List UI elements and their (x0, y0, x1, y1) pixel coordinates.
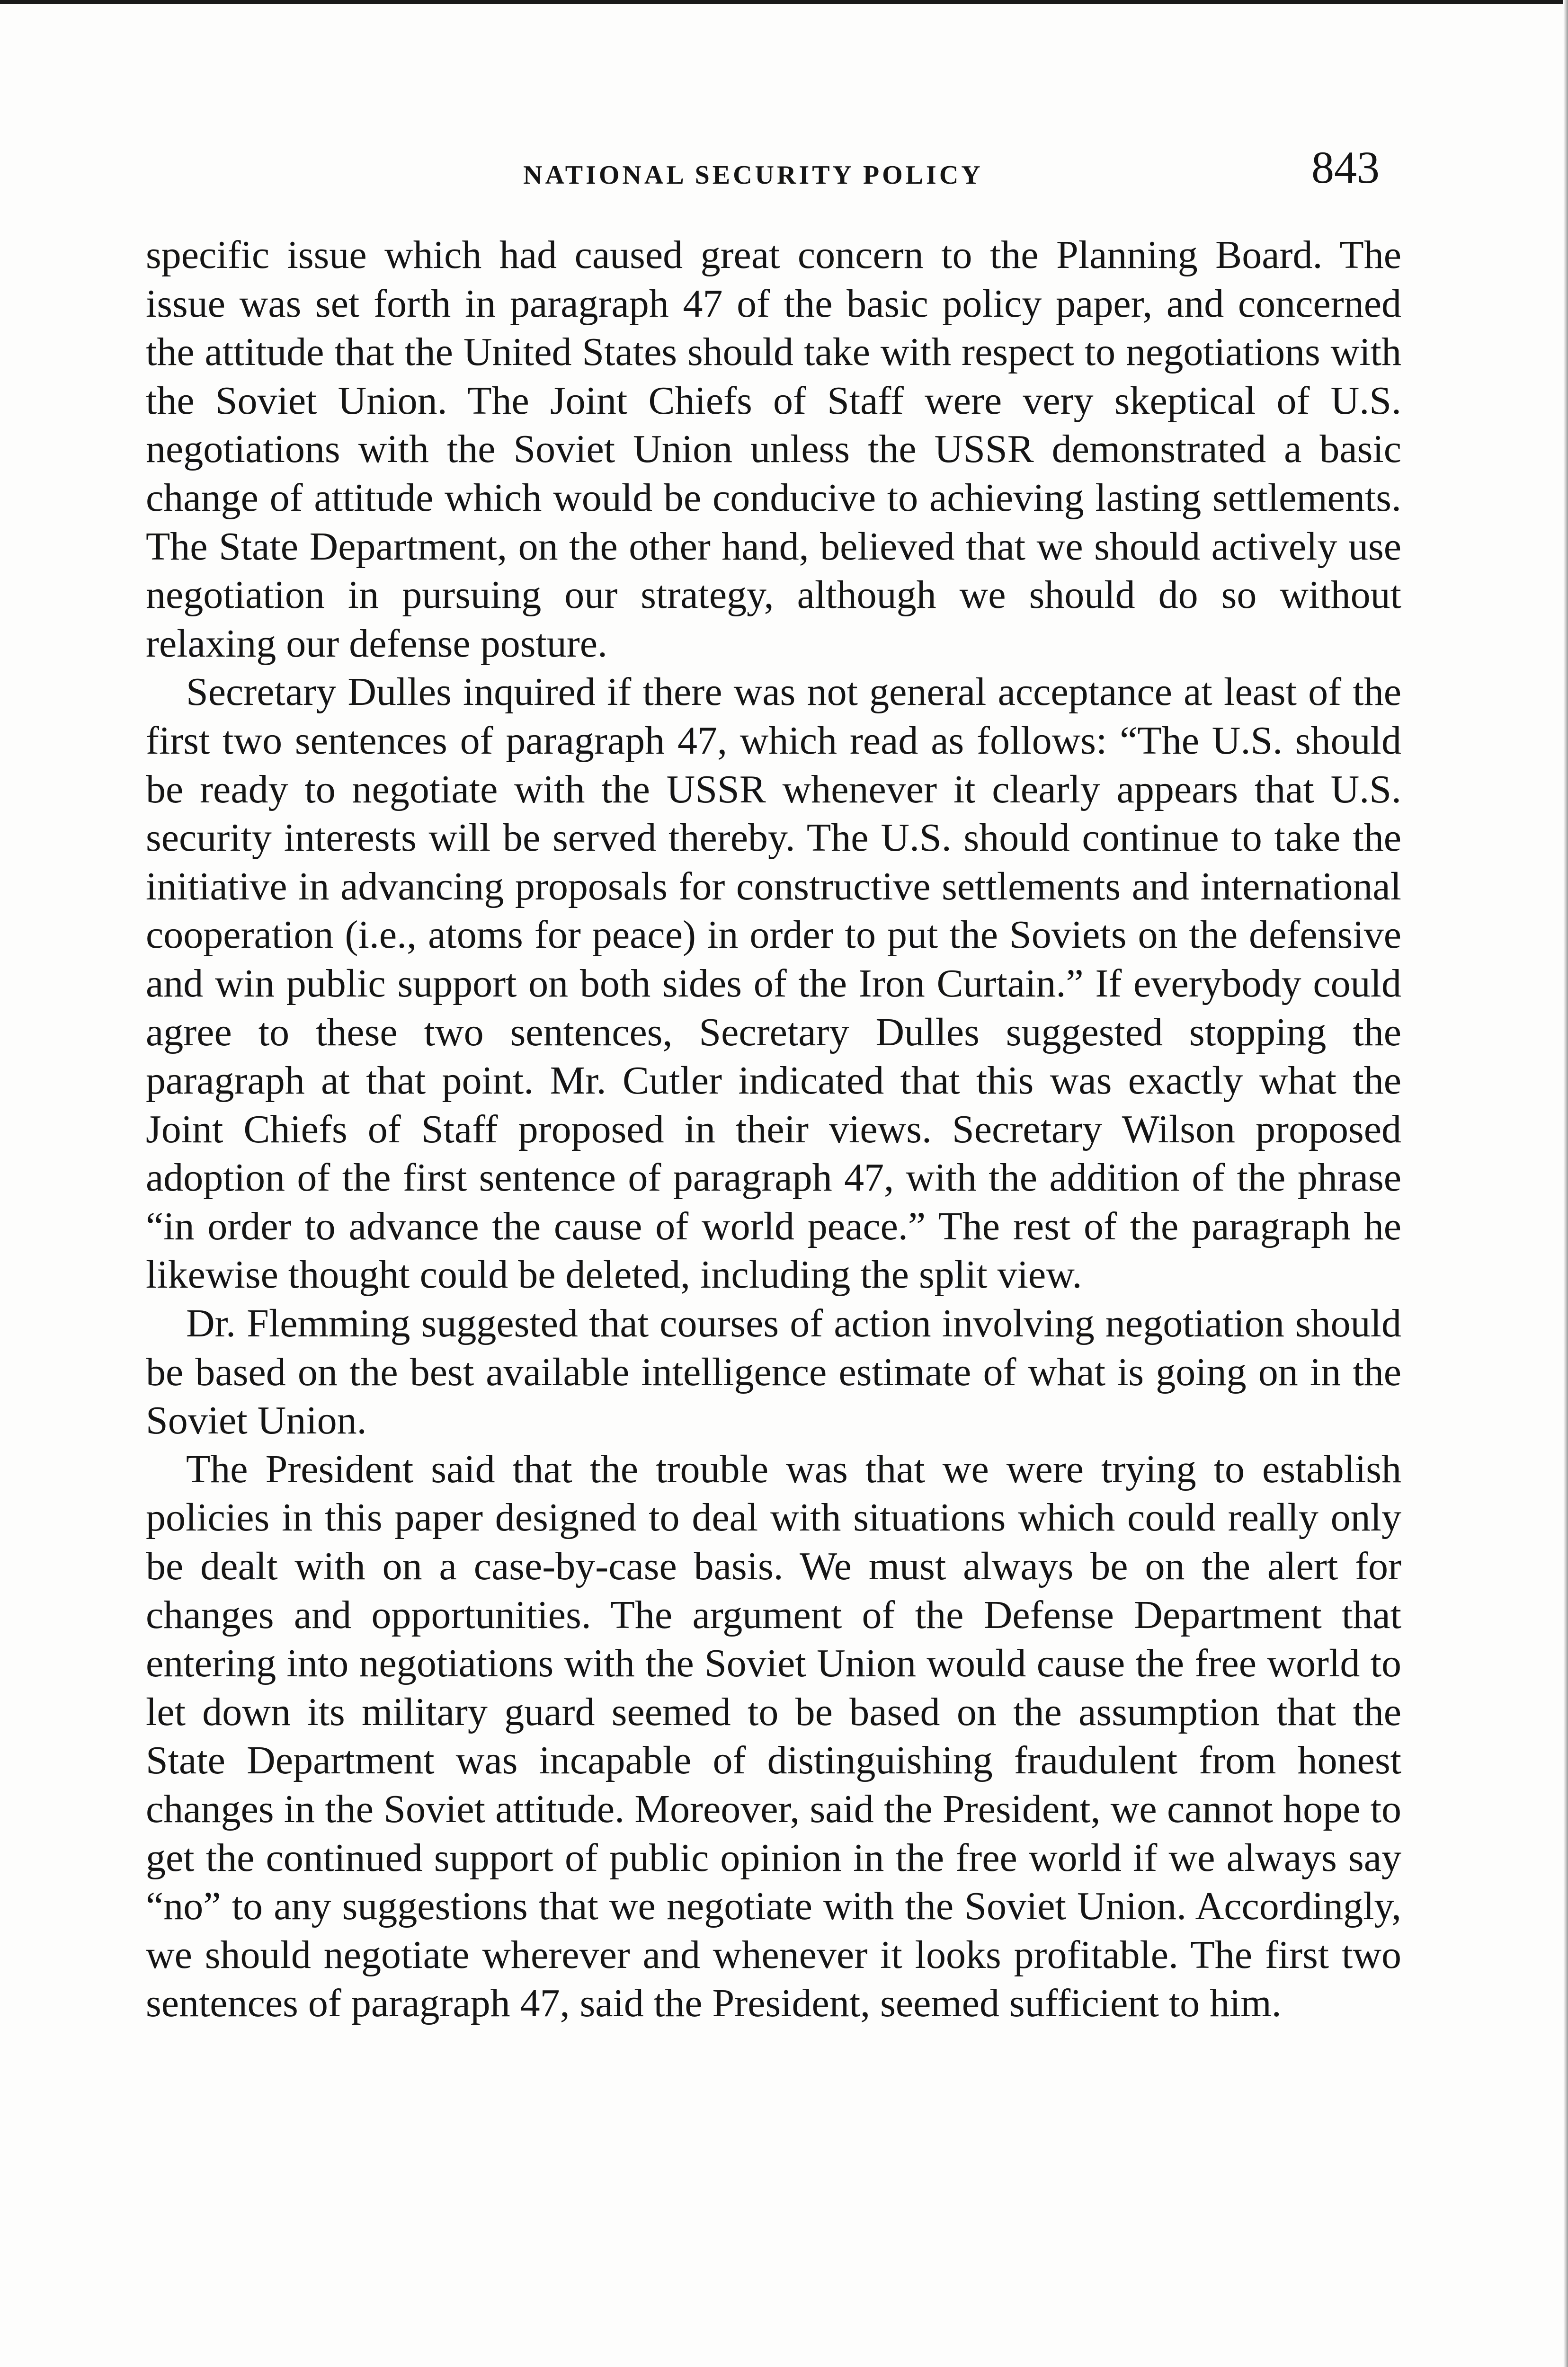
paragraph-continued: specific issue which had caused great concern to the Planning Board. The issue was set forth in paragraph 47 of the basic policy paper, and concerned the attitude that the United States should take with respect to negotiations with the Soviet Union. The Joint Chiefs of Staff were very skeptical of U.S. negotiations with the Soviet Union unless the USSR demonstrated a basic change of attitude which would be conducive to achieving lasting settlements. The State Department, on the other hand, believed that we should actively use negotiation in pursuing our strategy, although we should do so without relaxing our defense posture. (146, 233, 1401, 666)
paragraph-flemming: Dr. Flemming suggested that courses of action involving negotiation should be based on the best available intelligence estimate of what is going on in the Soviet Union. (146, 1301, 1401, 1443)
page-number: 843 (1311, 142, 1380, 193)
scan-top-edge (0, 0, 1568, 4)
paragraph-dulles: Secretary Dulles inquired if there was not general acceptance at least of the first two sentences of paragraph 47, which read as follows: “The U.S. should be ready to negotiate with the USSR whenever it clearly appears that U.S. security interests will be served thereby. The U.S. should continue to take the initiative in advancing proposals for constructive settlements and international cooperation (i.e., atoms for peace) in order to put the Soviets on the defensive and win public support on both sides of the Iron Curtain.” If everybody could agree to these two sentences, Secretary Dulles suggested stopping the paragraph at that point. Mr. Cutler indicated that this was exactly what the Joint Chiefs of Staff proposed in their views. Secretary Wilson proposed adoption of the first sentence of paragraph 47, with the addition of the phrase “in order to advance the cause of world peace.” The rest of the paragraph he likewise thought could be deleted, including the split view. (146, 670, 1401, 1297)
body-text (146, 231, 1401, 2028)
running-head: NATIONAL SECURITY POLICY (523, 160, 983, 190)
scan-right-edge (1563, 0, 1568, 2367)
paragraph-president: The President said that the trouble was that we were trying to establish policies in this paper designed to deal with situations which could really only be dealt with on a case-by-case basis. We must always be on the alert for changes and opportunities. The argument of the Defense Department that entering into negotiations with the Soviet Union would cause the free world to let down its military guard seemed to be based on the assumption that the State Department was incapable of distinguishing fraudulent from honest changes in the Soviet attitude. Moreover, said the President, we cannot hope to get the continued support of public opinion in the free world if we always say “no” to any suggestions that we negotiate with the Soviet Union. Accordingly, we should negotiate wherever and whenever it looks profitable. The first two sentences of paragraph 47, said the President, seemed sufficient to him. (146, 1447, 1401, 2026)
